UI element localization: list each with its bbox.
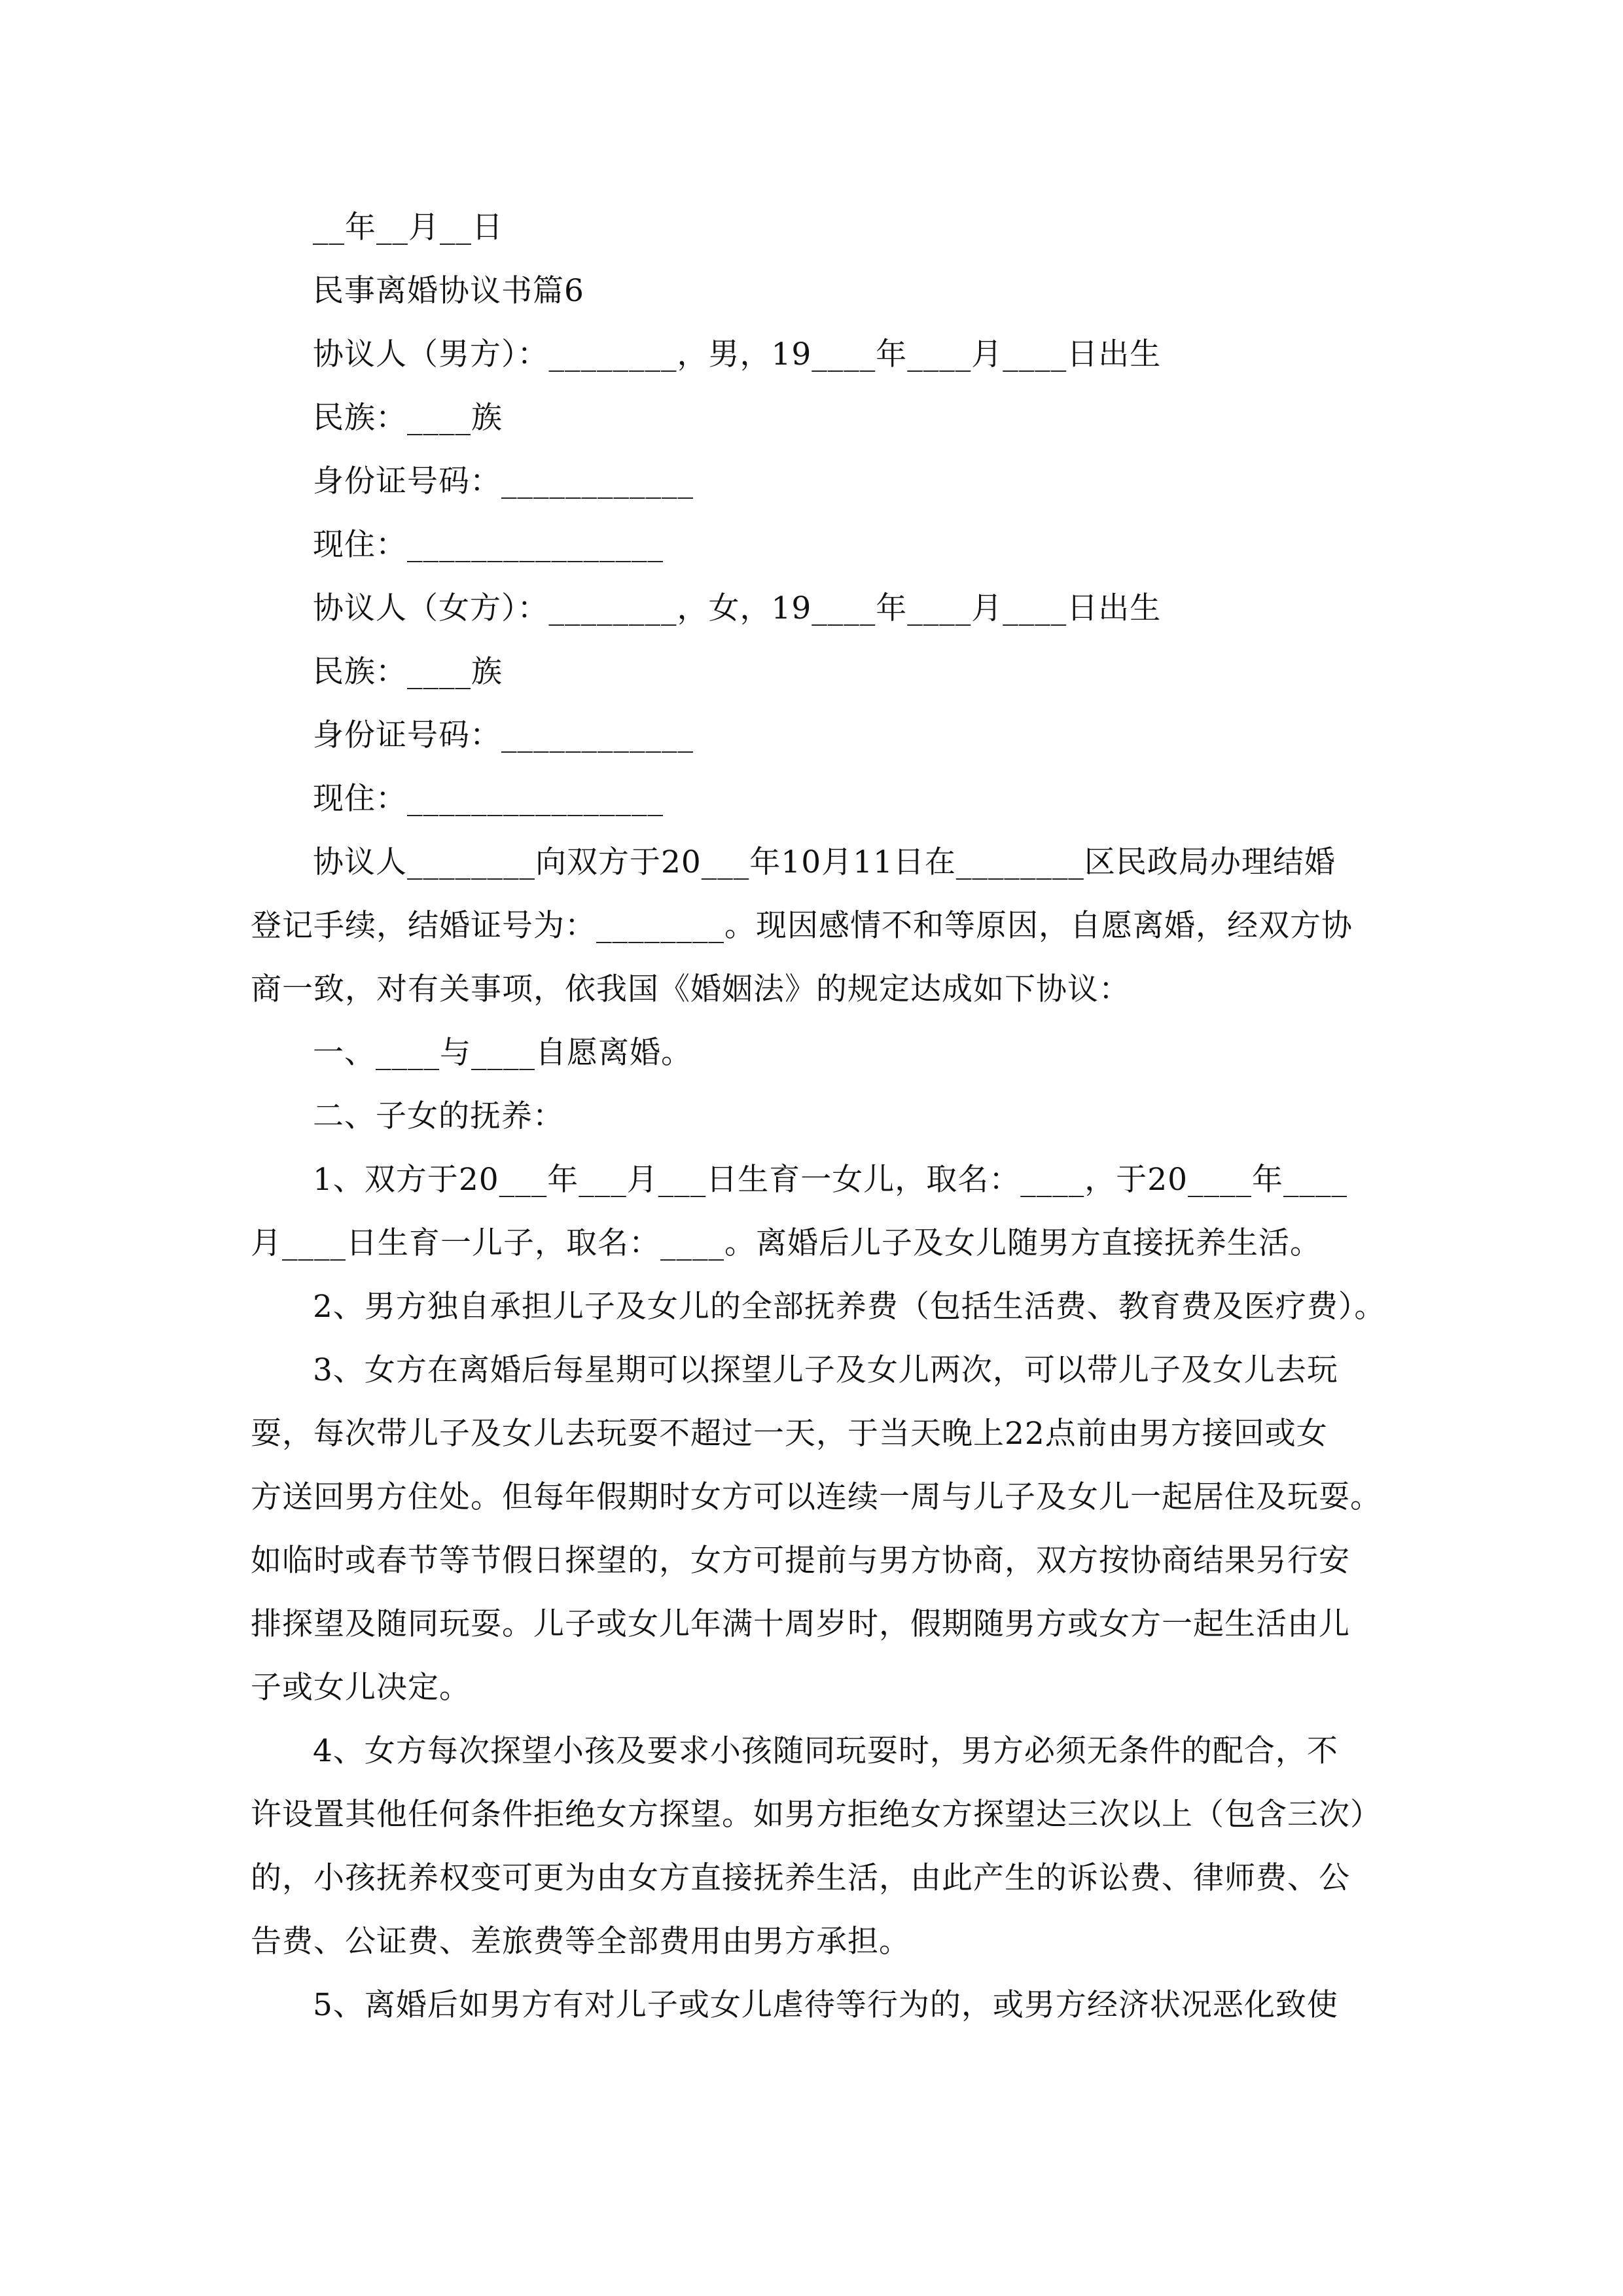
- paragraph-line: 耍，每次带儿子及女儿去玩耍不超过一天，于当天晚上22点前由男方接回或女: [251, 1416, 1328, 1452]
- date-line: __年__月__日: [313, 209, 503, 245]
- paragraph-line: 子或女儿决定。: [251, 1670, 471, 1706]
- ethnicity-male-line: 民族：____族: [313, 400, 503, 436]
- paragraph-line: 方送回男方住处。但每年假期时女方可以连续一周与儿子及女儿一起居住及玩耍。: [251, 1479, 1382, 1515]
- paragraph-line: 许设置其他任何条件拒绝女方探望。如男方拒绝女方探望达三次以上（包含三次）: [251, 1797, 1382, 1833]
- id-number-female-line: 身份证号码：____________: [313, 717, 694, 753]
- section-title: 民事离婚协议书篇6: [313, 273, 584, 309]
- paragraph-line: 告费、公证费、差旅费等全部费用由男方承担。: [251, 1924, 910, 1960]
- party-female-line: 协议人（女方）：________，女，19____年____月____日出生: [313, 590, 1162, 626]
- paragraph-line: 商一致，对有关事项，依我国《婚姻法》的规定达成如下协议：: [251, 971, 1130, 1007]
- paragraph-line: 协议人________向双方于20___年10月11日在________区民政局办理结婚: [313, 844, 1336, 880]
- paragraph-line: 月____日生育一儿子，取名：____。离婚后儿子及女儿随男方直接抚养生活。: [251, 1225, 1321, 1261]
- paragraph-line: 2、男方独自承担儿子及女儿的全部抚养费（包括生活费、教育费及医疗费）。: [313, 1289, 1386, 1325]
- paragraph-line: 4、女方每次探望小孩及要求小孩随同玩耍时，男方必须无条件的配合，不: [313, 1733, 1338, 1769]
- ethnicity-female-line: 民族：____族: [313, 654, 503, 690]
- clause-one-line: 一、____与____自愿离婚。: [313, 1035, 692, 1071]
- id-number-male-line: 身份证号码：____________: [313, 463, 694, 499]
- party-male-line: 协议人（男方）：________，男，19____年____月____日出生: [313, 336, 1162, 372]
- paragraph-line: 排探望及随同玩耍。儿子或女儿年满十周岁时，假期随男方或女方一起生活由儿: [251, 1606, 1350, 1642]
- paragraph-line: 5、离婚后如男方有对儿子或女儿虐待等行为的，或男方经济状况恶化致使: [313, 1987, 1338, 2023]
- clause-two-heading: 二、子女的抚养：: [313, 1098, 564, 1134]
- address-male-line: 现住：________________: [313, 527, 664, 563]
- paragraph-line: 如临时或春节等节假日探望的，女方可提前与男方协商，双方按协商结果另行安: [251, 1543, 1350, 1579]
- paragraph-line: 3、女方在离婚后每星期可以探望儿子及女儿两次，可以带儿子及女儿去玩: [313, 1352, 1338, 1388]
- paragraph-line: 的，小孩抚养权变可更为由女方直接抚养生活，由此产生的诉讼费、律师费、公: [251, 1860, 1350, 1896]
- address-female-line: 现住：________________: [313, 781, 664, 817]
- paragraph-line: 1、双方于20___年___月___日生育一女儿，取名：____，于20____年____: [313, 1162, 1348, 1198]
- paragraph-line: 登记手续，结婚证号为：________。现因感情不和等原因，自愿离婚，经双方协: [251, 908, 1353, 944]
